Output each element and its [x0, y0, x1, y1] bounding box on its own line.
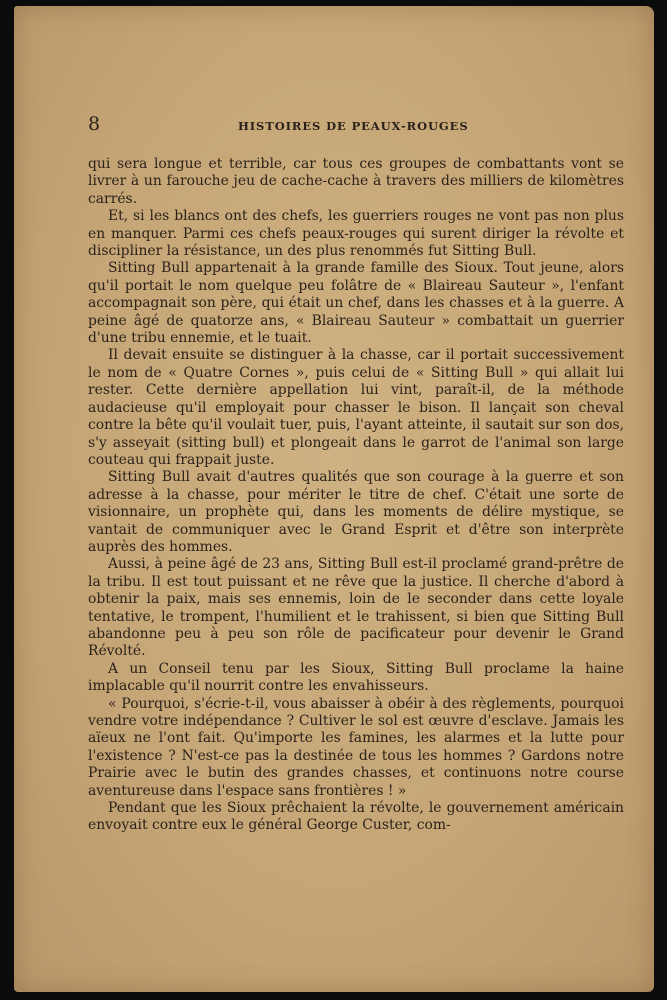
paragraph-3: Sitting Bull appartenait à la grande famille des Sioux. Tout jeune, alors qu'il portait le nom quelque peu folâtre de « Blaireau Sauteur », l'enfant accompagnait son père, qui était un chef, dans les chasses et à la guerre. A peine âgé de quatorze ans, « Blaireau Sauteur » combattait un guerrier d'une tribu ennemie, et le tuait. — [88, 260, 624, 347]
paragraph-4: Il devait ensuite se distinguer à la chasse, car il portait successivement le nom de « Quatre Cornes », puis celui de « Sitting Bull » qui allait lui rester. Cette dernière appellation lui vint, paraît-il, de la méthode audacieuse qu'il employait pour chasser le bison. Il lançait son cheval contre la bête qu'il voulait tuer, puis, l'ayant atteinte, il sautait sur son dos, s'y asseyait (sitting bull) et plongeait dans le garrot de l'animal son large couteau qui frappait juste. — [88, 347, 624, 468]
paragraph-1: qui sera longue et terrible, car tous ces groupes de combattants vont se livrer à un farouche jeu de cache-cache à travers des milliers de kilomètres carrés. — [88, 156, 624, 207]
book-page — [14, 6, 654, 992]
page-number: 8 — [88, 113, 101, 135]
paragraph-7: A un Conseil tenu par les Sioux, Sitting Bull proclame la haine implacable qu'il nourrit contre les envahisseurs. — [88, 660, 624, 695]
paragraph-2: Et, si les blancs ont des chefs, les guerriers rouges ne vont pas non plus en manquer. Parmi ces chefs peaux-rouges qui surent diriger la révolte et discipliner la résistance, un des plus renommés fut Sitting Bull. — [88, 208, 624, 260]
body-text — [88, 156, 624, 835]
running-title: HISTOIRES DE PEAUX-ROUGES — [238, 119, 469, 133]
paragraph-6: Aussi, à peine âgé de 23 ans, Sitting Bull est-il proclamé grand-prêtre de la tribu. Il est tout puissant et ne rêve que la justice. Il cherche d'abord à obtenir la paix, mais ses ennemis, loin de le seconder dans cette loyale tentative, le trompent, l'humilient et le trahissent, si bien que Sitting Bull abandonne peu à peu son rôle de pacificateur pour devenir le Grand Révolté. — [88, 556, 624, 660]
paragraph-8: « Pourquoi, s'écrie-t-il, vous abaisser à obéir à des règlements, pourquoi vendre votre indépendance ? Cultiver le sol est œuvre d'esclave. Jamais les aïeux ne l'ont fait. Qu'importe les famines, les alarmes et la lutte pour l'existence ? N'est-ce pas la destinée de tous les hommes ? Gardons notre Prairie avec le butin des grandes chasses, et continuons notre course aventureuse dans l'espace sans frontières ! » — [88, 695, 624, 799]
page-header — [88, 113, 624, 136]
paragraph-9: Pendant que les Sioux prêchaient la révolte, le gouvernement américain envoyait contre eux le général George Custer, com- — [88, 800, 624, 834]
paragraph-5: Sitting Bull avait d'autres qualités que son courage à la guerre et son adresse à la chasse, pour mériter le titre de chef. C'était une sorte de visionnaire, un prophète qui, dans les moments de délire mystique, se vantait de communiquer avec le Grand Esprit et d'être son interprète auprès des hommes. — [88, 469, 624, 555]
